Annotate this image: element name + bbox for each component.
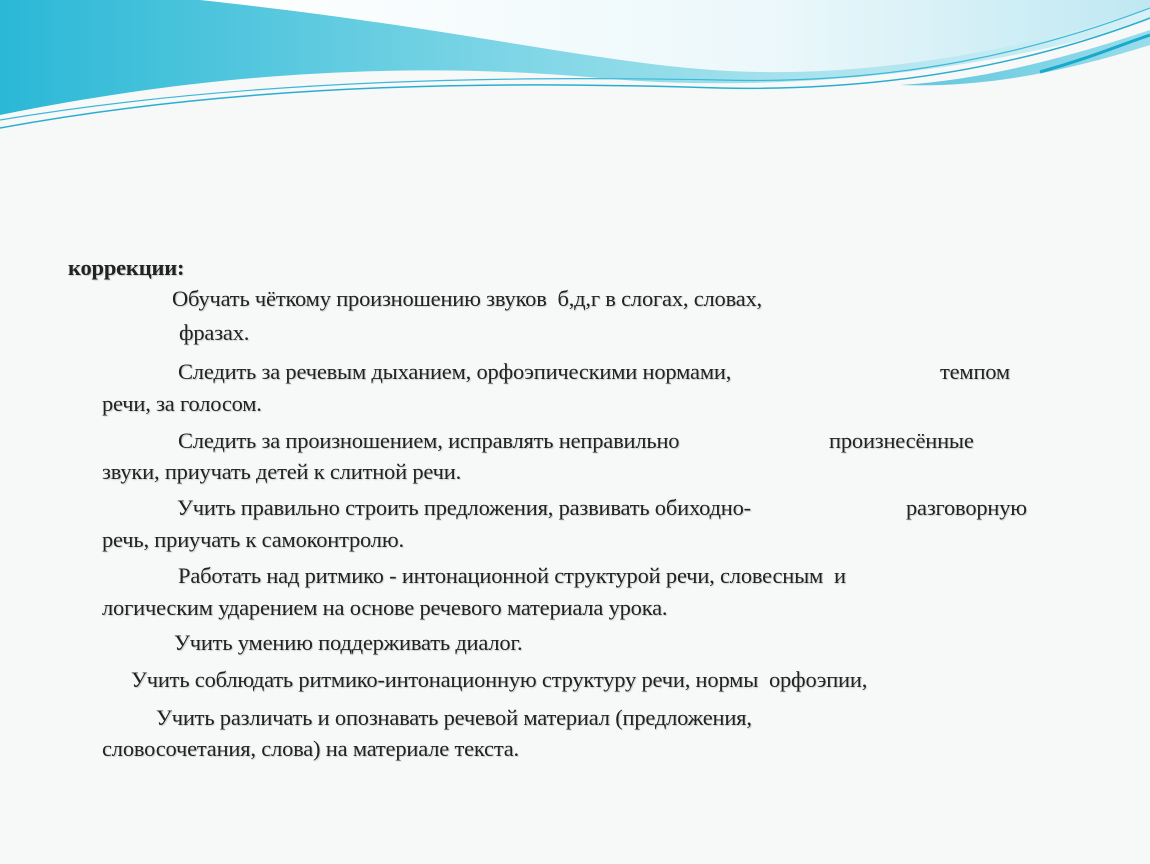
text-line: Следить за речевым дыханием, орфоэпическими нормами,: [178, 359, 732, 384]
text-line: произнесённые: [829, 428, 974, 453]
text-line: логическим ударением на основе речевого материала урока.: [102, 595, 668, 620]
text-line: речь, приучать к самоконтролю.: [102, 527, 404, 552]
text-line: Учить различать и опознавать речевой материал (предложения,: [156, 705, 752, 730]
text-line: речи, за голосом.: [102, 391, 262, 416]
section-heading: коррекции:: [68, 255, 185, 280]
text-line: Учить умению поддерживать диалог.: [174, 630, 523, 655]
text-line: Следить за произношением, исправлять неправильно: [178, 428, 680, 453]
wave-decoration: [0, 0, 1150, 140]
text-line: Учить правильно строить предложения, развивать обиходно-: [177, 495, 751, 520]
text-line: темпом: [940, 359, 1010, 384]
text-line: фразах.: [179, 320, 250, 345]
text-line: разговорную: [906, 495, 1027, 520]
text-line: Обучать чёткому произношению звуков б,д,г в слогах, словах,: [172, 286, 762, 311]
text-line: Работать над ритмико - интонационной структурой речи, словесным и: [178, 563, 846, 588]
text-line: словосочетания, слова) на материале текста.: [102, 736, 519, 761]
text-line: звуки, приучать детей к слитной речи.: [102, 459, 462, 484]
text-line: Учить соблюдать ритмико-интонационную структуру речи, нормы орфоэпии,: [131, 667, 868, 692]
